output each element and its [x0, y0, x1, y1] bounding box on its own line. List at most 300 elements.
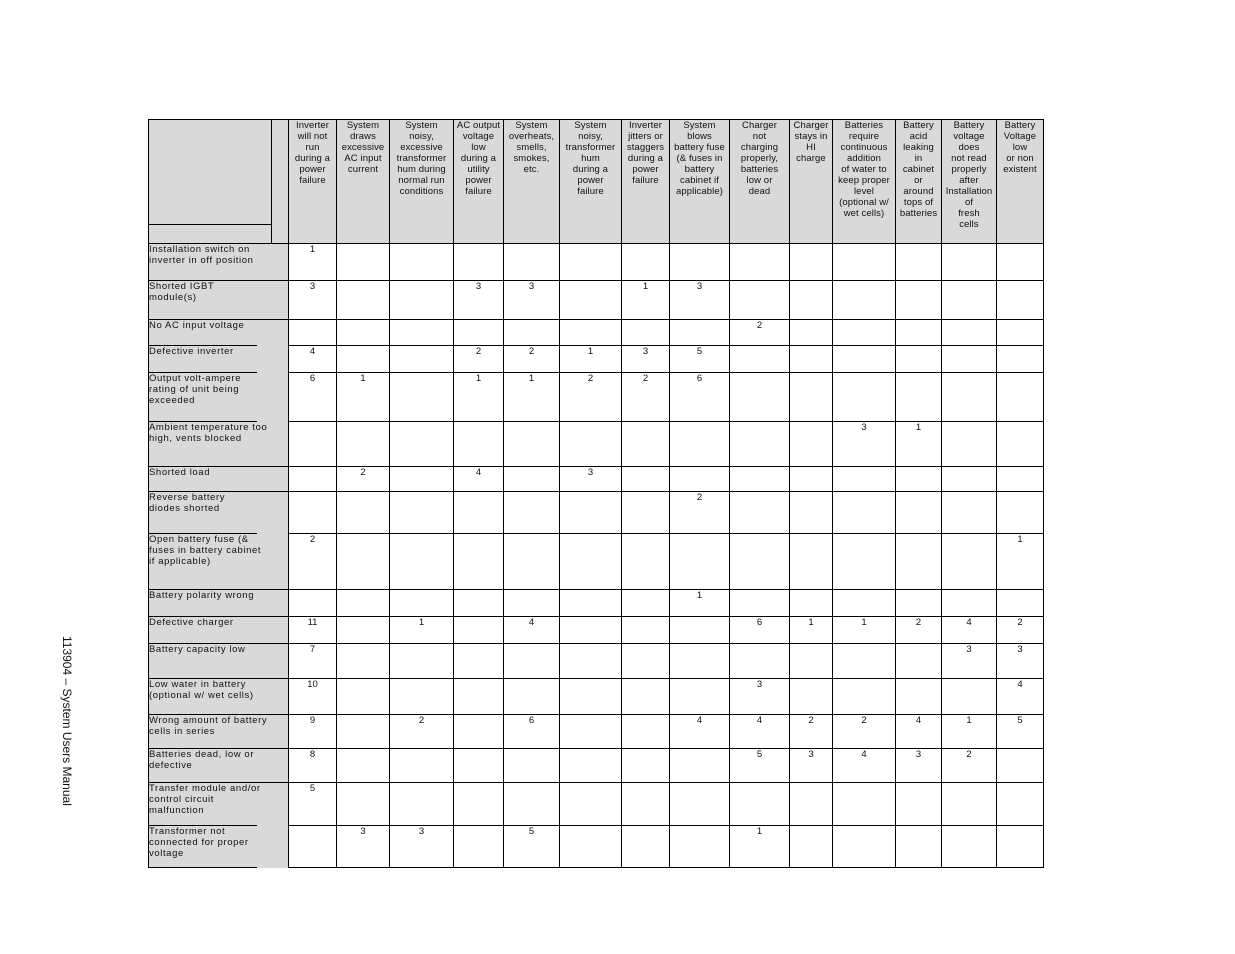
value-cell: [896, 826, 942, 868]
value-cell: [289, 422, 337, 467]
column-header: Battery acid leaking in cabinet or around tops of batteries: [896, 120, 942, 244]
value-cell: 3: [730, 679, 790, 715]
value-cell: [390, 749, 454, 783]
value-cell: 10: [289, 679, 337, 715]
row-gap-cell: [273, 281, 289, 320]
column-header: Charger stays in HI charge: [790, 120, 833, 244]
row-label: Ambient temperature too high, vents blocked: [149, 422, 273, 467]
value-cell: [390, 373, 454, 422]
value-cell: [454, 826, 504, 868]
value-cell: 1: [833, 617, 896, 644]
value-cell: [337, 422, 390, 467]
value-cell: [622, 244, 670, 281]
value-cell: [622, 534, 670, 590]
value-cell: 2: [289, 534, 337, 590]
value-cell: [997, 373, 1044, 422]
value-cell: 4: [670, 715, 730, 749]
value-cell: [833, 644, 896, 679]
row-gap-cell: [273, 467, 289, 492]
value-cell: [942, 373, 997, 422]
value-cell: [670, 783, 730, 826]
value-cell: [730, 244, 790, 281]
value-cell: [622, 749, 670, 783]
value-cell: 7: [289, 644, 337, 679]
table-row: [149, 346, 1044, 373]
troubleshooting-table: [148, 119, 1044, 868]
table-row: [149, 281, 1044, 320]
value-cell: [454, 422, 504, 467]
column-header: Battery Voltage low or non existent: [997, 120, 1044, 244]
column-header: System draws excessive AC input current: [337, 120, 390, 244]
column-header: Charger not charging properly, batteries low or dead: [730, 120, 790, 244]
value-cell: [454, 617, 504, 644]
value-cell: [390, 281, 454, 320]
column-header: System blows battery fuse (& fuses in battery cabinet if applicable): [670, 120, 730, 244]
value-cell: [730, 783, 790, 826]
value-cell: [337, 644, 390, 679]
value-cell: 4: [833, 749, 896, 783]
value-cell: [730, 590, 790, 617]
value-cell: [790, 281, 833, 320]
row-gap-cell: [273, 373, 289, 422]
value-cell: [670, 534, 730, 590]
value-cell: [790, 244, 833, 281]
row-label: Reverse battery diodes shorted: [149, 492, 273, 534]
column-header: AC output voltage low during a utility power failure: [454, 120, 504, 244]
value-cell: [390, 422, 454, 467]
value-cell: 2: [504, 346, 560, 373]
row-gap-cell: [273, 492, 289, 534]
row-label: Defective inverter: [149, 346, 273, 373]
value-cell: [997, 422, 1044, 467]
row-label: Wrong amount of battery cells in series: [149, 715, 273, 749]
value-cell: [896, 644, 942, 679]
value-cell: [560, 749, 622, 783]
value-cell: [560, 715, 622, 749]
value-cell: [622, 617, 670, 644]
value-cell: [896, 281, 942, 320]
value-cell: 5: [670, 346, 730, 373]
value-cell: [560, 644, 622, 679]
value-cell: [454, 534, 504, 590]
value-cell: [504, 422, 560, 467]
value-cell: 1: [289, 244, 337, 281]
row-label: Shorted IGBT module(s): [149, 281, 273, 320]
value-cell: [997, 467, 1044, 492]
value-cell: 3: [670, 281, 730, 320]
value-cell: [390, 590, 454, 617]
table-row: [149, 373, 1044, 422]
value-cell: 4: [896, 715, 942, 749]
value-cell: 2: [942, 749, 997, 783]
table-row: [149, 617, 1044, 644]
value-cell: [833, 534, 896, 590]
value-cell: 1: [504, 373, 560, 422]
row-gap-cell: [273, 244, 289, 281]
column-header: Inverter jitters or staggers during a power failure: [622, 120, 670, 244]
value-cell: [390, 244, 454, 281]
column-header: System overheats, smells, smokes, etc.: [504, 120, 560, 244]
value-cell: [454, 749, 504, 783]
value-cell: 3: [622, 346, 670, 373]
value-cell: 1: [790, 617, 833, 644]
value-cell: [833, 320, 896, 346]
table-row: [149, 715, 1044, 749]
value-cell: 2: [896, 617, 942, 644]
row-label: Transfer module and/or control circuit malfunction: [149, 783, 273, 826]
value-cell: [390, 346, 454, 373]
value-cell: [560, 617, 622, 644]
value-cell: [790, 320, 833, 346]
value-cell: 2: [670, 492, 730, 534]
value-cell: [390, 534, 454, 590]
value-cell: [896, 590, 942, 617]
value-cell: [390, 679, 454, 715]
value-cell: 4: [942, 617, 997, 644]
row-label: No AC input voltage: [149, 320, 273, 346]
value-cell: [997, 320, 1044, 346]
value-cell: [289, 590, 337, 617]
value-cell: [833, 346, 896, 373]
row-gap-cell: [273, 422, 289, 467]
value-cell: [997, 244, 1044, 281]
value-cell: [454, 715, 504, 749]
value-cell: [289, 826, 337, 868]
value-cell: [833, 826, 896, 868]
value-cell: 2: [622, 373, 670, 422]
value-cell: 3: [560, 467, 622, 492]
manual-side-label: 113904 – System Users Manual: [60, 636, 74, 806]
table-row: [149, 644, 1044, 679]
row-label: Battery capacity low: [149, 644, 273, 679]
value-cell: 3: [896, 749, 942, 783]
value-cell: 4: [730, 715, 790, 749]
value-cell: [790, 783, 833, 826]
value-cell: 6: [289, 373, 337, 422]
value-cell: [622, 783, 670, 826]
value-cell: [896, 492, 942, 534]
value-cell: [504, 644, 560, 679]
table-row: [149, 679, 1044, 715]
value-cell: [670, 644, 730, 679]
value-cell: [454, 679, 504, 715]
value-cell: [730, 422, 790, 467]
row-gap-cell: [273, 644, 289, 679]
value-cell: [622, 467, 670, 492]
value-cell: [622, 826, 670, 868]
value-cell: 2: [833, 715, 896, 749]
value-cell: [942, 826, 997, 868]
value-cell: [790, 644, 833, 679]
row-label: Output volt-ampere rating of unit being exceeded: [149, 373, 273, 422]
value-cell: [454, 590, 504, 617]
row-gap-cell: [273, 534, 289, 590]
value-cell: [337, 534, 390, 590]
value-cell: 9: [289, 715, 337, 749]
value-cell: [560, 534, 622, 590]
value-cell: [833, 467, 896, 492]
value-cell: 3: [504, 281, 560, 320]
value-cell: [790, 826, 833, 868]
value-cell: [390, 783, 454, 826]
value-cell: [942, 679, 997, 715]
value-cell: [833, 373, 896, 422]
value-cell: [504, 749, 560, 783]
value-cell: [289, 467, 337, 492]
value-cell: 1: [896, 422, 942, 467]
value-cell: [997, 492, 1044, 534]
value-cell: [942, 492, 997, 534]
value-cell: [337, 320, 390, 346]
value-cell: 2: [390, 715, 454, 749]
header-corner-cell: [149, 120, 273, 244]
value-cell: [790, 679, 833, 715]
value-cell: [337, 346, 390, 373]
value-cell: 4: [997, 679, 1044, 715]
value-cell: 2: [997, 617, 1044, 644]
value-cell: [454, 644, 504, 679]
value-cell: 2: [337, 467, 390, 492]
value-cell: 11: [289, 617, 337, 644]
value-cell: [730, 373, 790, 422]
value-cell: [997, 281, 1044, 320]
value-cell: [560, 244, 622, 281]
value-cell: [896, 467, 942, 492]
value-cell: [730, 467, 790, 492]
value-cell: [504, 679, 560, 715]
value-cell: [833, 590, 896, 617]
value-cell: 3: [997, 644, 1044, 679]
header-gap-cell: [273, 120, 289, 244]
value-cell: [560, 826, 622, 868]
value-cell: [337, 244, 390, 281]
value-cell: [730, 281, 790, 320]
value-cell: [896, 783, 942, 826]
value-cell: [896, 679, 942, 715]
value-cell: [730, 534, 790, 590]
value-cell: [896, 534, 942, 590]
value-cell: 1: [997, 534, 1044, 590]
value-cell: 1: [560, 346, 622, 373]
value-cell: [454, 244, 504, 281]
value-cell: [942, 467, 997, 492]
value-cell: 5: [997, 715, 1044, 749]
value-cell: [454, 320, 504, 346]
value-cell: [997, 826, 1044, 868]
value-cell: 4: [454, 467, 504, 492]
value-cell: 3: [390, 826, 454, 868]
row-gap-cell: [273, 679, 289, 715]
value-cell: [504, 244, 560, 281]
value-cell: [337, 617, 390, 644]
value-cell: [289, 320, 337, 346]
value-cell: [942, 590, 997, 617]
value-cell: 1: [622, 281, 670, 320]
value-cell: 2: [790, 715, 833, 749]
value-cell: [896, 244, 942, 281]
value-cell: 1: [670, 590, 730, 617]
table-row: [149, 320, 1044, 346]
value-cell: [622, 422, 670, 467]
value-cell: [504, 467, 560, 492]
value-cell: [896, 320, 942, 346]
value-cell: [730, 492, 790, 534]
value-cell: [670, 422, 730, 467]
value-cell: 3: [289, 281, 337, 320]
value-cell: 3: [454, 281, 504, 320]
value-cell: [504, 320, 560, 346]
value-cell: [790, 373, 833, 422]
value-cell: [337, 715, 390, 749]
value-cell: [942, 244, 997, 281]
value-cell: [390, 320, 454, 346]
value-cell: [560, 320, 622, 346]
value-cell: 2: [560, 373, 622, 422]
value-cell: [790, 590, 833, 617]
value-cell: 1: [942, 715, 997, 749]
row-gap-cell: [273, 320, 289, 346]
value-cell: [560, 422, 622, 467]
value-cell: [942, 320, 997, 346]
row-gap-cell: [273, 715, 289, 749]
value-cell: [942, 422, 997, 467]
value-cell: [833, 244, 896, 281]
value-cell: [670, 617, 730, 644]
value-cell: [622, 679, 670, 715]
table-row: [149, 244, 1044, 281]
corner-rule: [149, 224, 271, 225]
value-cell: 8: [289, 749, 337, 783]
row-label: Open battery fuse (& fuses in battery cabinet if applicable): [149, 534, 273, 590]
value-cell: 3: [942, 644, 997, 679]
value-cell: [670, 244, 730, 281]
value-cell: [337, 749, 390, 783]
value-cell: [390, 644, 454, 679]
value-cell: [337, 679, 390, 715]
value-cell: [560, 679, 622, 715]
table-row: [149, 783, 1044, 826]
value-cell: [622, 644, 670, 679]
value-cell: 1: [337, 373, 390, 422]
value-cell: [942, 783, 997, 826]
value-cell: [560, 783, 622, 826]
table-row: [149, 467, 1044, 492]
value-cell: [997, 346, 1044, 373]
column-header: System noisy, transformer hum during a power failure: [560, 120, 622, 244]
value-cell: [622, 715, 670, 749]
table-row: [149, 422, 1044, 467]
value-cell: [790, 467, 833, 492]
column-header: Battery voltage does not read properly after Installation of fresh cells: [942, 120, 997, 244]
value-cell: [942, 281, 997, 320]
value-cell: [942, 346, 997, 373]
row-label: Installation switch on inverter in off position: [149, 244, 273, 281]
value-cell: [504, 590, 560, 617]
value-cell: [997, 783, 1044, 826]
value-cell: [454, 492, 504, 534]
value-cell: 3: [337, 826, 390, 868]
row-label: Transformer not connected for proper voltage: [149, 826, 273, 868]
value-cell: 5: [504, 826, 560, 868]
value-cell: 4: [289, 346, 337, 373]
value-cell: [504, 492, 560, 534]
value-cell: [730, 644, 790, 679]
value-cell: [337, 783, 390, 826]
row-gap-cell: [273, 346, 289, 373]
value-cell: 1: [730, 826, 790, 868]
value-cell: [390, 467, 454, 492]
value-cell: 1: [390, 617, 454, 644]
value-cell: [833, 679, 896, 715]
table-row: [149, 534, 1044, 590]
value-cell: 6: [730, 617, 790, 644]
table-row: [149, 492, 1044, 534]
value-cell: [337, 281, 390, 320]
row-label: Shorted load: [149, 467, 273, 492]
column-header: Batteries require continuous addition of water to keep proper level (optional w/ wet cells): [833, 120, 896, 244]
value-cell: [622, 320, 670, 346]
row-gap-cell: [273, 826, 289, 868]
value-cell: [337, 590, 390, 617]
value-cell: [790, 422, 833, 467]
value-cell: [730, 346, 790, 373]
column-header: Inverter will not run during a power failure: [289, 120, 337, 244]
value-cell: 2: [454, 346, 504, 373]
table-row: [149, 749, 1044, 783]
value-cell: 5: [289, 783, 337, 826]
value-cell: [504, 783, 560, 826]
value-cell: [504, 534, 560, 590]
value-cell: [622, 492, 670, 534]
value-cell: 6: [504, 715, 560, 749]
row-gap-cell: [273, 783, 289, 826]
row-gap-cell: [273, 617, 289, 644]
value-cell: [670, 320, 730, 346]
table-body: [149, 244, 1044, 868]
value-cell: 3: [790, 749, 833, 783]
value-cell: [670, 467, 730, 492]
value-cell: [896, 373, 942, 422]
table-row: [149, 590, 1044, 617]
value-cell: [833, 783, 896, 826]
value-cell: [942, 534, 997, 590]
value-cell: [670, 749, 730, 783]
value-cell: [997, 590, 1044, 617]
value-cell: [670, 826, 730, 868]
value-cell: [790, 346, 833, 373]
value-cell: [622, 590, 670, 617]
value-cell: [454, 783, 504, 826]
value-cell: [560, 590, 622, 617]
value-cell: [997, 749, 1044, 783]
row-label: Battery polarity wrong: [149, 590, 273, 617]
value-cell: [289, 492, 337, 534]
row-label: Low water in battery (optional w/ wet cells): [149, 679, 273, 715]
value-cell: [560, 281, 622, 320]
row-label: Batteries dead, low or defective: [149, 749, 273, 783]
value-cell: [833, 281, 896, 320]
value-cell: 2: [730, 320, 790, 346]
table-header-row: [149, 120, 1044, 244]
value-cell: [390, 492, 454, 534]
row-gap-cell: [273, 590, 289, 617]
value-cell: 5: [730, 749, 790, 783]
value-cell: [790, 492, 833, 534]
table-row: [149, 826, 1044, 868]
value-cell: 1: [454, 373, 504, 422]
value-cell: [560, 492, 622, 534]
row-gap-cell: [273, 749, 289, 783]
